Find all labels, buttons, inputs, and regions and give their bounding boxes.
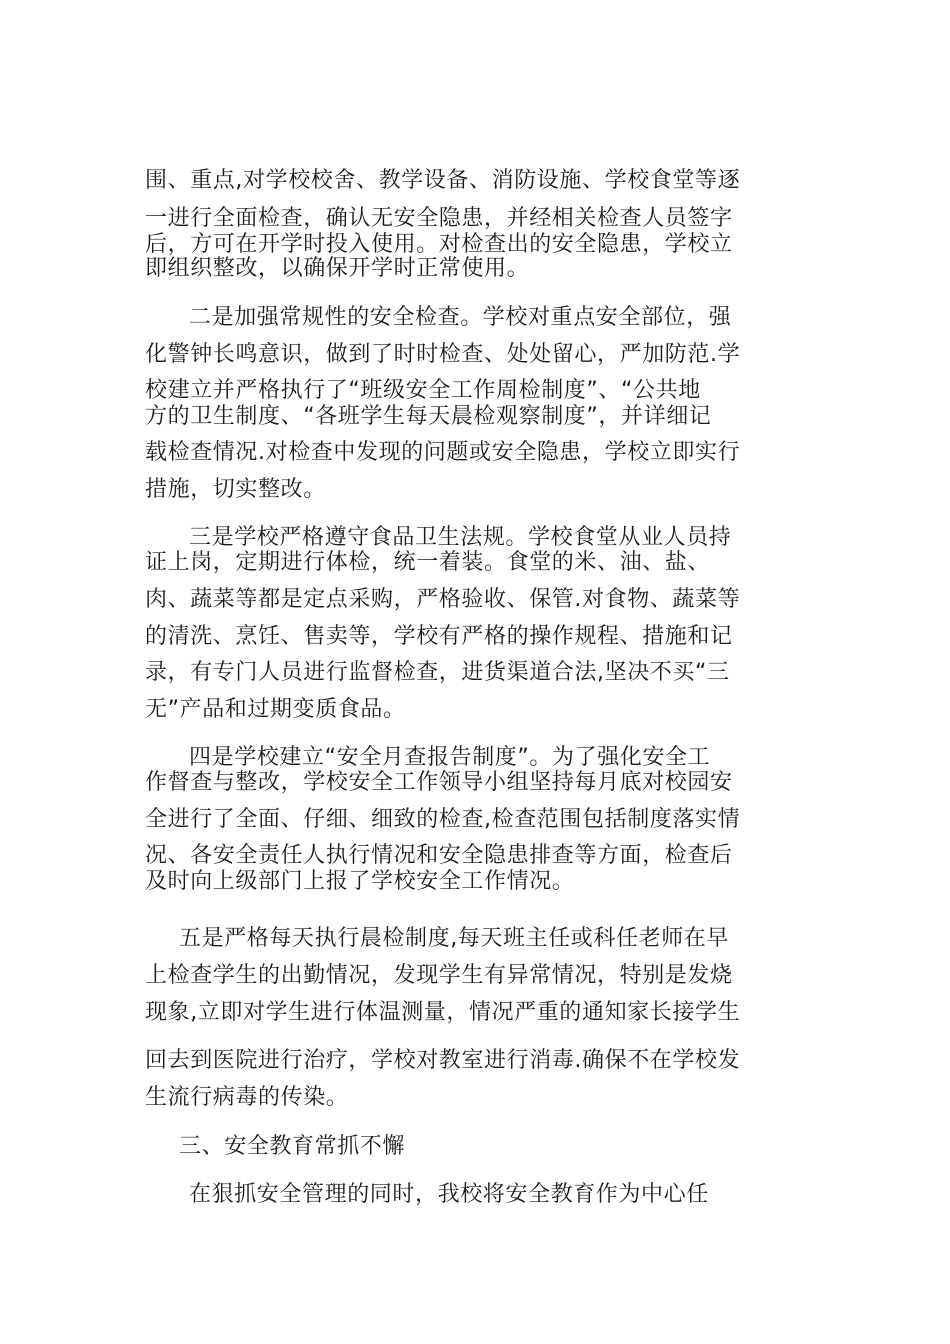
text-line: 方的卫生制度、“各班学生每天晨检观察制度”，并详细记 [145, 404, 712, 429]
text-line: 围、重点,对学校校舍、教学设备、消防设施、学校食堂等逐 [145, 168, 741, 193]
text-line: 载检查情况.对检查中发现的问题或安全隐患，学校立即实行 [145, 440, 741, 465]
text-line: 四是学校建立“安全月查报告制度”。为了强化安全工 [189, 745, 711, 770]
text-line: 二是加强常规性的安全检查。学校对重点安全部位，强 [189, 305, 732, 330]
section-heading: 三、安全教育常抓不懈 [179, 1134, 406, 1159]
text-line: 肉、蔬菜等都是定点采购，严格验收、保管.对食物、蔬菜等 [145, 587, 741, 612]
text-line: 即组织整改，以确保开学时正常使用。 [145, 256, 530, 281]
text-line: 及时向上级部门上报了学校安全工作情况。 [145, 869, 575, 894]
text-line: 上检查学生的出勤情况，发现学生有异常情况，特别是发烧 [145, 963, 733, 988]
text-line: 三是学校严格遵守食品卫生法规。学校食堂从业人员持 [189, 525, 732, 550]
text-line: 录，有专门人员进行监督检查，进货渠道合法,坚决不买“三 [145, 660, 730, 685]
text-line: 全进行了全面、仔细、细致的检查,检查范围包括制度落实情 [145, 807, 741, 832]
text-line: 在狠抓安全管理的同时，我校将安全教育作为中心任 [189, 1182, 709, 1207]
text-line: 一进行全面检查，确认无安全隐患，并经相关检查人员签字 [145, 206, 733, 231]
text-line: 作督查与整改，学校安全工作领导小组坚持每月底对校园安 [145, 770, 733, 795]
text-line: 五是严格每天执行晨检制度,每天班主任或科任老师在早 [179, 926, 729, 951]
text-line: 措施，切实整改。 [145, 477, 326, 502]
text-line: 证上岗，定期进行体检，统一着装。食堂的米、油、盐、 [145, 550, 711, 575]
text-line: 无”产品和过期变质食品。 [145, 697, 406, 722]
text-line: 回去到医院进行治疗，学校对教室进行消毒.确保不在学校发 [145, 1048, 741, 1073]
text-line: 现象,立即对学生进行体温测量，情况严重的通知家长接学生 [145, 1000, 741, 1025]
text-line: 校建立并严格执行了“班级安全工作周检制度”、“公共地 [145, 378, 701, 403]
text-line: 生流行病毒的传染。 [145, 1085, 349, 1110]
text-line: 化警钟长鸣意识，做到了时时检查、处处留心，严加防范.学 [145, 342, 741, 367]
text-line: 况、各安全责任人执行情况和安全隐患排查等方面，检查后 [145, 843, 733, 868]
text-line: 后，方可在开学时投入使用。对检查出的安全隐患，学校立 [145, 232, 733, 257]
text-line: 的清洗、烹饪、售卖等，学校有严格的操作规程、措施和记 [145, 624, 733, 649]
